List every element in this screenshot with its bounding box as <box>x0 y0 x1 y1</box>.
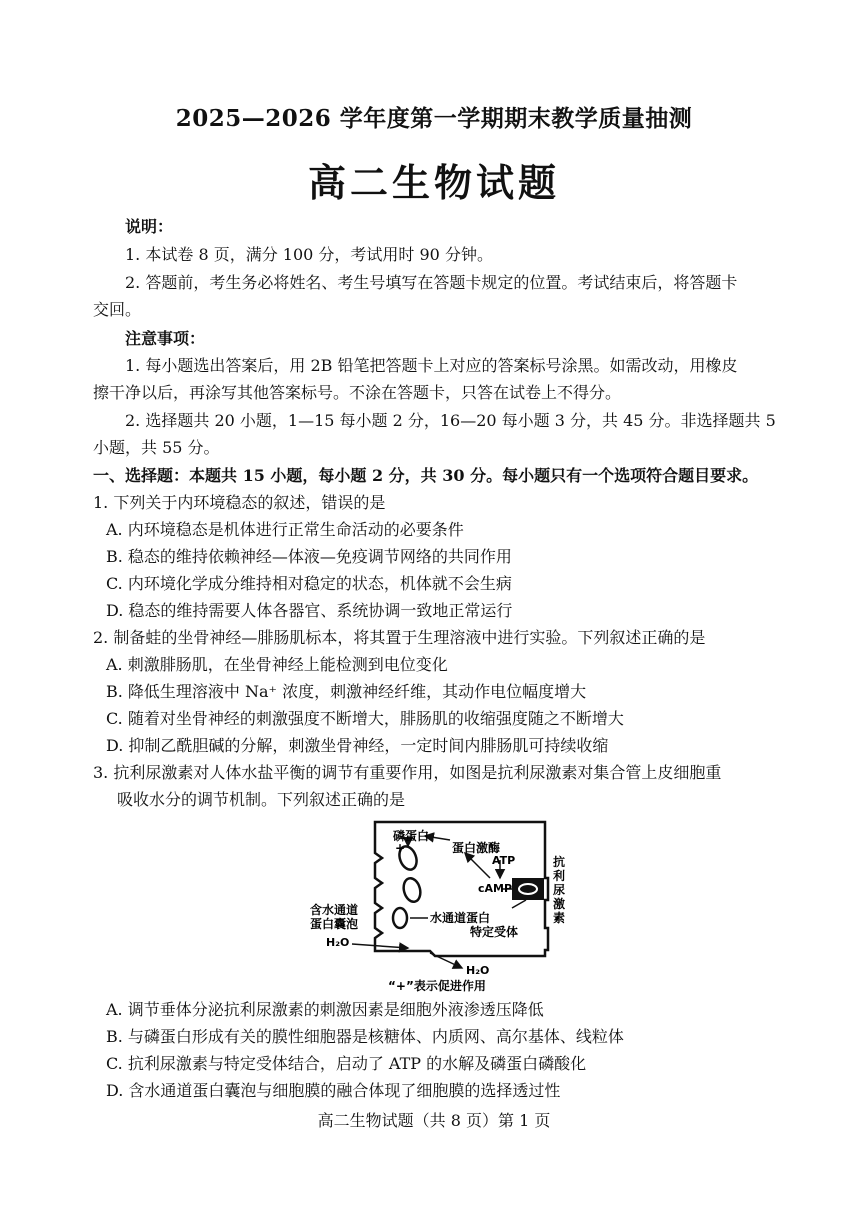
arrow-camp-to-kinase <box>465 853 490 878</box>
adh-char-4: 激 <box>553 897 566 911</box>
diagram-label-phosphoprotein: 磷蛋白 <box>393 829 430 843</box>
adh-mechanism-diagram <box>290 818 590 993</box>
instruction-item-1: 1. 本试卷 8 页，满分 100 分，考试用时 90 分钟。 <box>125 245 493 264</box>
subject-title: 高二生物试题 <box>307 161 560 205</box>
adh-char-2: 利 <box>553 869 566 883</box>
diagram-label-atp: ATP <box>492 854 516 867</box>
diagram-caption: “+”表示促进作用 <box>388 979 486 993</box>
question-2-option-a: A. 刺激腓肠肌，在坐骨神经上能检测到电位变化 <box>106 655 448 674</box>
diagram-label-vesicle-line-2: 蛋白囊泡 <box>310 917 359 931</box>
instructions-heading: 说明： <box>125 217 174 236</box>
exam-title: 2025—2026 学年度第一学期期末教学质量抽测 <box>175 105 693 132</box>
question-3-stem-line-2: 吸收水分的调节机制。下列叙述正确的是 <box>117 790 406 809</box>
arrow-h2o-in <box>352 944 408 948</box>
question-2-option-c: C. 随着对坐骨神经的刺激强度不断增大，腓肠肌的收缩强度随之不断增大 <box>106 709 624 728</box>
question-3-stem-line-1: 3. 抗利尿激素对人体水盐平衡的调节有重要作用，如图是抗利尿激素对集合管上皮细胞重 <box>93 763 722 782</box>
section-1-heading: 一、选择题：本题共 15 小题，每小题 2 分，共 30 分。每小题只有一个选项符合题目要求。 <box>93 466 759 485</box>
question-2-stem: 2. 制备蛙的坐骨神经—腓肠肌标本，将其置于生理溶液中进行实验。下列叙述正确的是 <box>93 628 706 647</box>
question-3-option-b: B. 与磷蛋白形成有关的膜性细胞器是核糖体、内质网、高尔基体、线粒体 <box>106 1027 624 1046</box>
diagram-label-adh-vertical <box>552 854 565 925</box>
diagram-label-plus: + <box>395 841 406 855</box>
diagram-label-h2o-in: H₂O <box>326 936 350 949</box>
question-1-option-c: C. 内环境化学成分维持相对稳定的状态，机体就不会生病 <box>106 574 512 593</box>
adh-char-5: 素 <box>553 911 566 925</box>
instruction-item-2-line-1: 2. 答题前，考生务必将姓名、考生号填写在答题卡规定的位置。考试结束后，将答题卡 <box>125 273 738 292</box>
note-item-1-line-1: 1. 每小题选出答案后，用 2B 铅笔把答题卡上对应的答案标号涂黑。如需改动，用橡皮 <box>125 356 738 375</box>
diagram-label-receptor: 特定受体 <box>470 925 519 939</box>
notes-heading: 注意事项： <box>125 329 206 348</box>
question-1-option-b: B. 稳态的维持依赖神经—体液—免疫调节网络的共同作用 <box>106 547 512 566</box>
adh-char-3: 尿 <box>553 883 566 897</box>
adh-char-1: 抗 <box>553 855 566 869</box>
page-footer: 高二生物试题（共 8 页）第 1 页 <box>317 1111 551 1130</box>
note-item-1-line-2: 擦干净以后，再涂写其他答案标号。不涂在答题卡，只答在试卷上不得分。 <box>93 383 622 402</box>
vesicle-3 <box>393 908 407 928</box>
note-item-2-line-1: 2. 选择题共 20 小题，1—15 每小题 2 分，16—20 每小题 3 分，共 45 分。非选择题共 5 <box>125 411 776 430</box>
question-3-option-a: A. 调节垂体分泌抗利尿激素的刺激因素是细胞外液渗透压降低 <box>106 1000 544 1019</box>
question-1-option-d: D. 稳态的维持需要人体各器官、系统协调一致地正常运行 <box>106 601 513 620</box>
question-3-option-d: D. 含水通道蛋白囊泡与细胞膜的融合体现了细胞膜的选择透过性 <box>106 1081 561 1100</box>
question-2-option-d: D. 抑制乙酰胆碱的分解，刺激坐骨神经，一定时间内腓肠肌可持续收缩 <box>106 736 609 755</box>
note-item-2-line-2: 小题，共 55 分。 <box>93 438 220 457</box>
diagram-label-aquaporin: 水通道蛋白 <box>430 911 491 925</box>
diagram-label-camp: cAMP <box>478 882 513 895</box>
instruction-item-2-line-2: 交回。 <box>93 300 142 319</box>
question-3-option-c: C. 抗利尿激素与特定受体结合，启动了 ATP 的水解及磷蛋白磷酸化 <box>106 1054 587 1073</box>
question-1-option-a: A. 内环境稳态是机体进行正常生命活动的必要条件 <box>106 520 464 539</box>
arrow-receptor-pointer <box>512 900 526 908</box>
vesicle-2 <box>401 876 423 903</box>
question-2-option-b: B. 降低生理溶液中 Na⁺ 浓度，刺激神经纤维，其动作电位幅度增大 <box>106 682 587 701</box>
diagram-label-protein-kinase: 蛋白激酶 <box>452 841 501 855</box>
receptor-block <box>512 878 544 900</box>
question-1-stem: 1. 下列关于内环境稳态的叙述，错误的是 <box>93 493 386 512</box>
diagram-label-h2o-out: H₂O <box>466 964 490 977</box>
diagram-label-vesicle-line-1: 含水通道 <box>310 903 359 917</box>
